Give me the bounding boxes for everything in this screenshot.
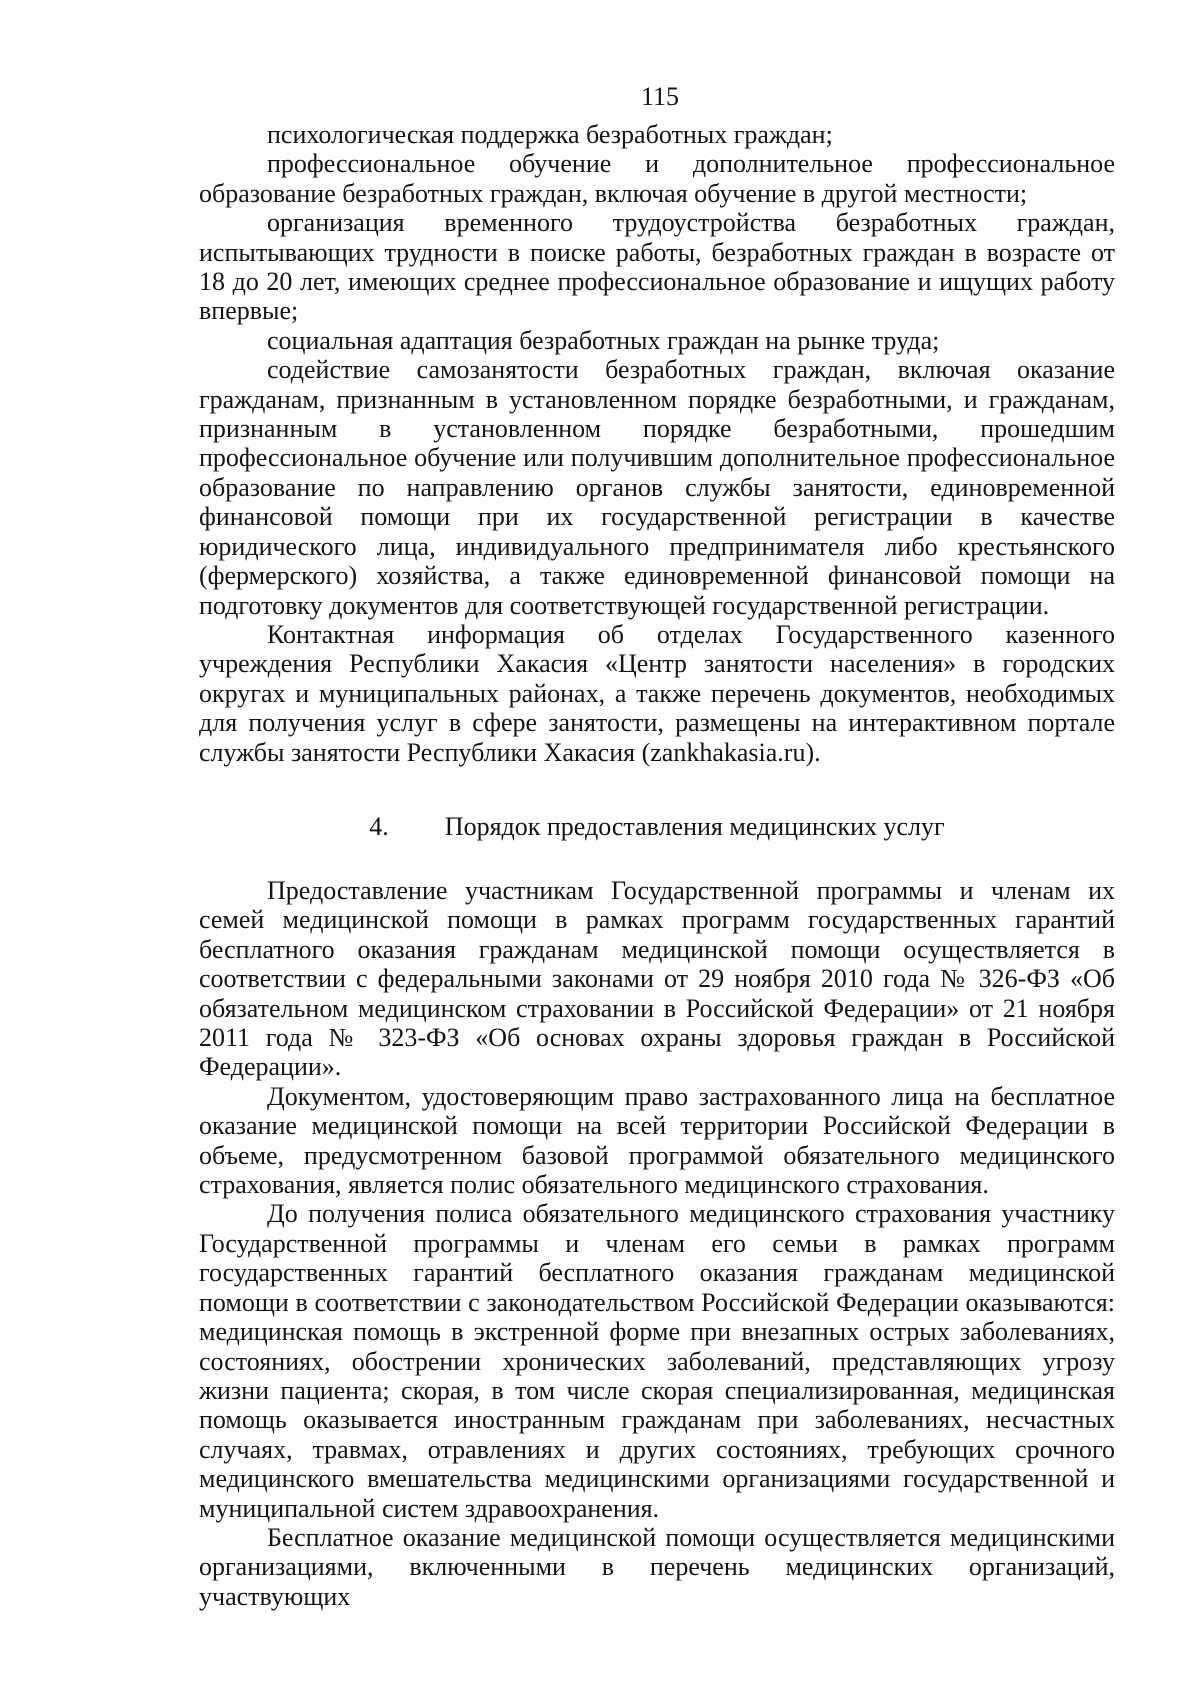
paragraph: Предоставление участникам Государственной программы и членам их семей медицинской помощи в рамках программ государственных гарантий бесплатного оказания гражданам медицинской помощи осуществляется в соответствии с федеральными законами от 29 ноября 2010 года № 326-ФЗ «Об обязательном медицинском страховании в Российской Федерации» от 21 ноября 2011 года № 323-ФЗ «Об основах охраны здоровья граждан в Российской Федерации». <box>199 876 1115 1082</box>
section-employment-services <box>199 120 1115 767</box>
section-heading <box>199 812 1115 842</box>
section-medical-services <box>199 876 1115 1611</box>
page-number: 115 <box>640 82 680 111</box>
paragraph: профессиональное обучение и дополнительное профессиональное образование безработных граждан, включая обучение в другой местности; <box>199 149 1115 208</box>
paragraph: Бесплатное оказание медицинской помощи осуществляется медицинскими организациями, включенными в перечень медицинских организаций, участвующих <box>199 1522 1115 1611</box>
paragraph: содействие самозанятости безработных граждан, включая оказание гражданам, признанным в установленном порядке безработными, и гражданам, признанным в установленном порядке безработными, прошедшим профессиональное обучение или получившим дополнительное профессиональное образование по направлению органов службы занятости, единовременной финансовой помощи при их государственной регистрации в качестве юридического лица, индивидуального предпринимателя либо крестьянского (фермерского) хозяйства, а также единовременной финансовой помощи на подготовку документов для соответствующей государственной регистрации. <box>199 355 1115 620</box>
section-heading-number: 4. <box>369 812 389 841</box>
paragraph: Контактная информация об отделах Государственного казенного учреждения Республики Хакасия «Центр занятости населения» в городских округах и муниципальных районах, а также перечень документов, необходимых для получения услуг в сфере занятости, размещены на интерактивном портале службы занятости Республики Хакасия (zankhakasia.ru). <box>199 619 1115 767</box>
paragraph: психологическая поддержка безработных граждан; <box>267 120 833 149</box>
paragraph: социальная адаптация безработных граждан на рынке труда; <box>267 325 940 355</box>
paragraph: До получения полиса обязательного медицинского страхования участнику Государственной программы и членам его семьи в рамках программ государственных гарантий бесплатного оказания гражданам медицинской помощи в соответствии с законодательством Российской Федерации оказываются: медицинская помощь в экстренной форме при внезапных острых заболеваниях, состояниях, обострении хронических заболеваний, представляющих угрозу жизни пациента; скорая, в том числе скорая специализированная, медицинская помощь оказывается иностранным гражданам при заболеваниях, несчастных случаях, травмах, отравлениях и других состояниях, требующих срочного медицинского вмешательства медицинскими организациями государственной и муниципальной систем здравоохранения. <box>199 1199 1115 1523</box>
paragraph: Документом, удостоверяющим право застрахованного лица на бесплатное оказание медицинской помощи на всей территории Российской Федерации в объеме, предусмотренном базовой программой обязательного медицинского страхования, является полис обязательного медицинского страхования. <box>199 1081 1115 1200</box>
paragraph: организация временного трудоустройства безработных граждан, испытывающих трудности в поиске работы, безработных граждан в возрасте от 18 до 20 лет, имеющих среднее профессиональное образование и ищущих работу впервые; <box>199 208 1115 326</box>
section-heading-title: Порядок предоставления медицинских услуг <box>444 812 945 841</box>
